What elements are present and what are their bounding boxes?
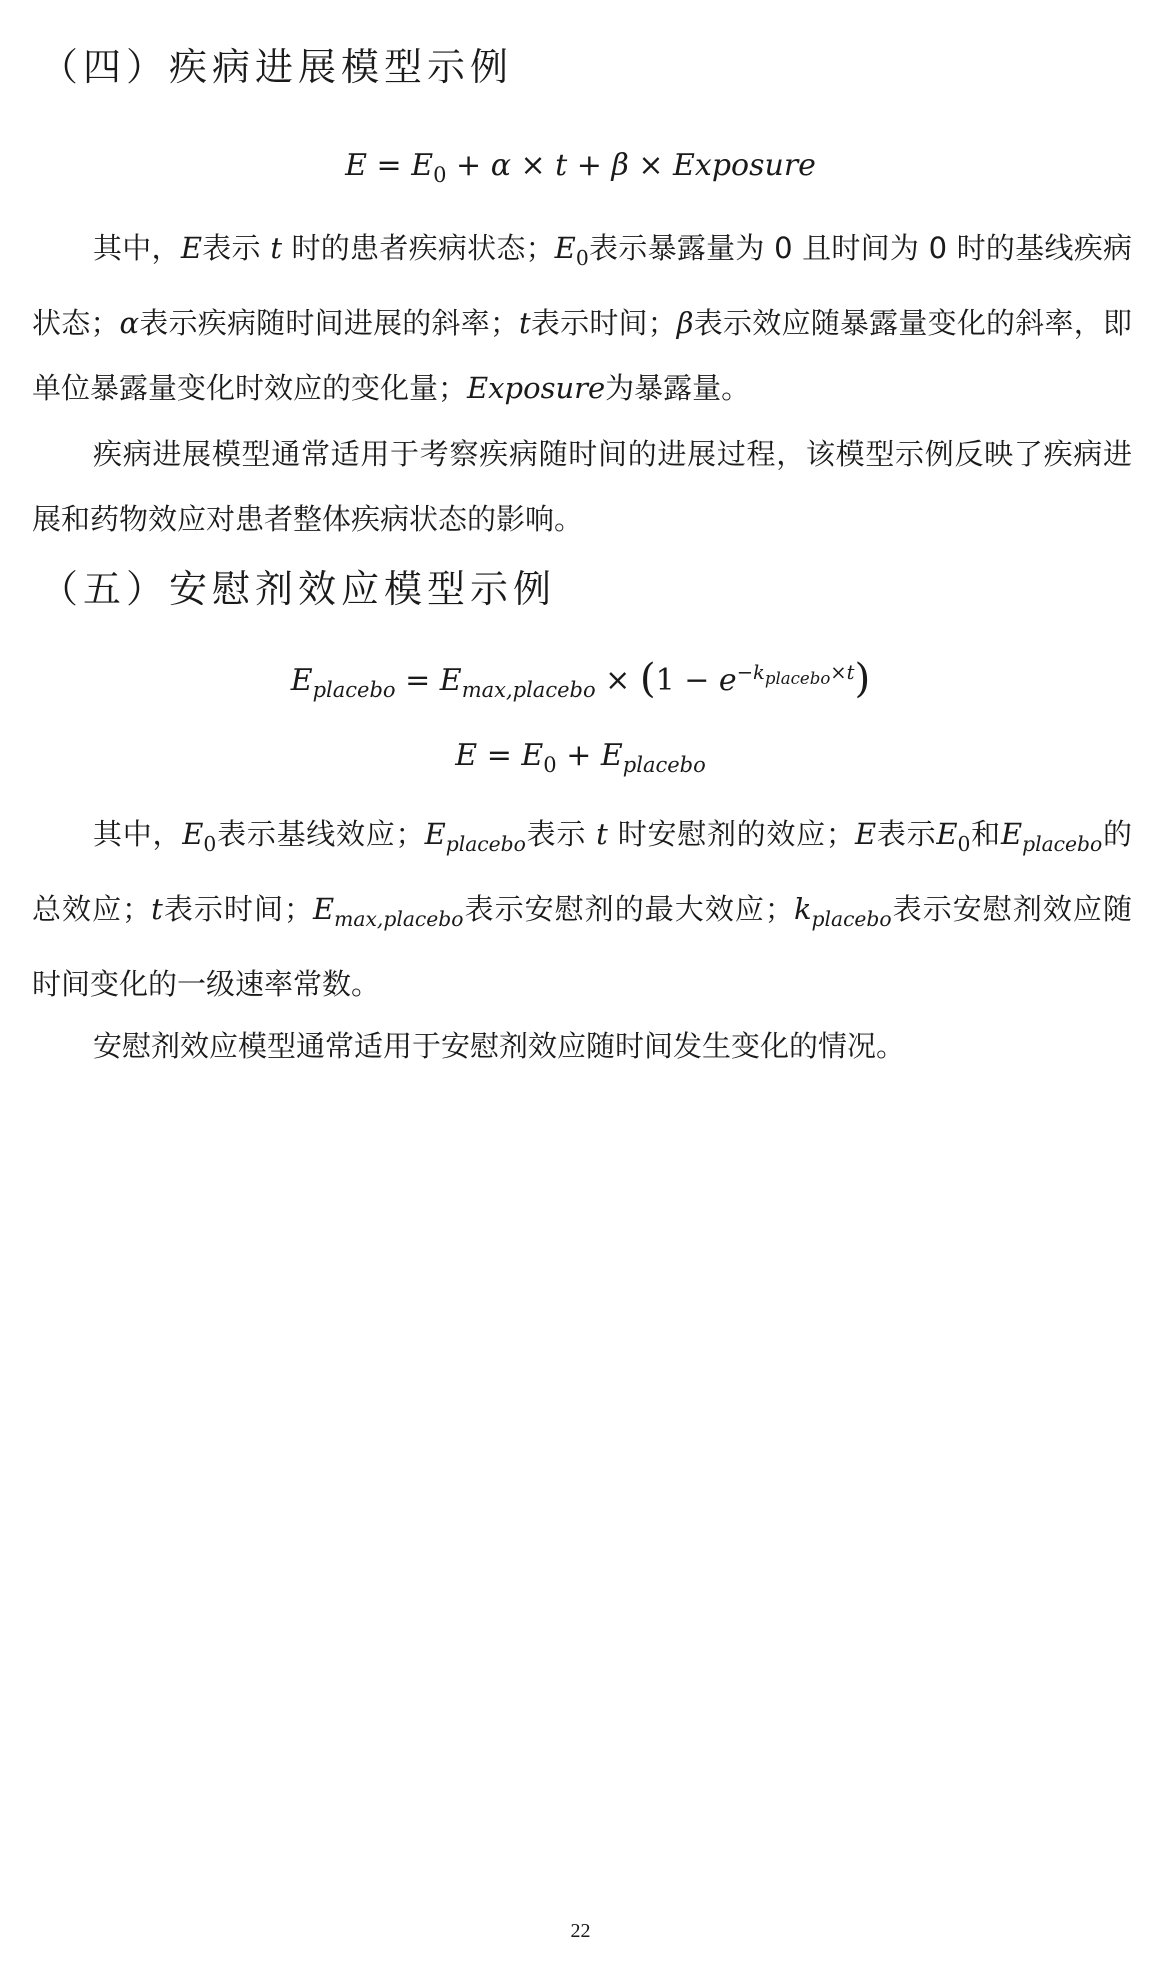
section5-paragraph-2: 安慰剂效应模型通常适用于安慰剂效应随时间发生变化的情况。 <box>93 1029 906 1063</box>
total-effect-formula: $E = E_0 + E_{placebo}$ <box>455 738 706 777</box>
section5-paragraph-1: 其中，$E_0$表示基线效应；$E_{placebo}$表示 t 时安慰剂的效应；E表示$E_0$和$E_{placebo}$的总效应；t表示时间；$E_{max,placebo}$表示安慰剂的最大效应；$k_{placebo}$表示安慰剂效应随时间变化的一级速率常数。 <box>32 817 1132 1001</box>
section4-paragraph-2: 疾病进展模型通常适用于考察疾病随时间的进展过程，该模型示例反映了疾病进展和药物效应对患者整体疾病状态的影响。 <box>32 437 1132 536</box>
disease-progression-formula: $E = E_0 + \alpha \times t + \beta$ × Exposure <box>345 148 816 187</box>
page-number: 22 <box>570 1920 591 1942</box>
section4-paragraph-1: 其中，E表示 t 时的患者疾病状态；$E_0$表示暴露量为 0 且时间为 0 时的基线疾病状态；α表示疾病随时间进展的斜率；t表示时间；β表示效应随暴露量变化的斜率，即单位暴露量变化时效应的变化量；Exposure为暴露量。 <box>32 231 1132 405</box>
section-heading-5: （五）安慰剂效应模型示例 <box>40 567 557 611</box>
placebo-effect-formula: $E_{placebo} = E_{max,placebo} \times (1 - e^{-k_{placebo}\times t})$ <box>290 654 871 702</box>
section-heading-4: （四）疾病进展模型示例 <box>40 45 514 89</box>
